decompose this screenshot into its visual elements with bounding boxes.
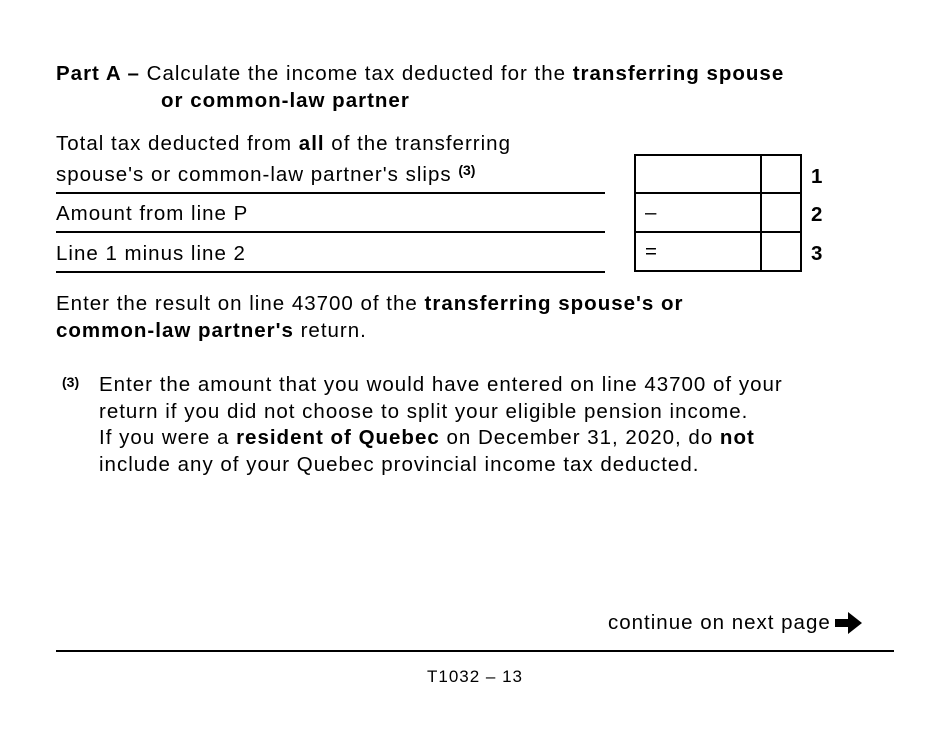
line-3-row xyxy=(56,233,605,273)
right-arrow-icon xyxy=(835,611,863,635)
instruction-bold-1: transferring spouse's or xyxy=(424,292,684,315)
line-1-text-line2: spouse's or common-law partner's slips xyxy=(56,163,452,186)
instruction-text-pre: Enter the result on line 43700 of the xyxy=(56,292,418,315)
part-a-heading xyxy=(56,62,784,113)
line-1-row xyxy=(56,134,605,194)
footnote-marker: (3) xyxy=(62,374,80,390)
footer-rule xyxy=(56,650,894,652)
cents-divider xyxy=(760,194,762,231)
instruction-bold-2: common-law partner's xyxy=(56,319,294,342)
page-number: T1032 – 13 xyxy=(426,667,523,686)
part-a-label: Part A – xyxy=(56,62,140,85)
line-1-text-bold: all xyxy=(298,132,325,155)
line-2-description: Amount from line P xyxy=(56,202,249,225)
line-3-equals-operator: = xyxy=(645,240,658,263)
footnote-ref-3[interactable]: (3) xyxy=(458,162,476,178)
continue-next-page-link[interactable] xyxy=(608,611,863,635)
cents-divider xyxy=(760,156,762,192)
footnote-line-3-mid: on December 31, 2020, do xyxy=(446,426,714,449)
continue-text: continue on next page xyxy=(608,611,831,634)
cents-divider xyxy=(760,233,762,270)
footnote-line-1: Enter the amount that you would have entered on line 43700 of your xyxy=(99,373,783,396)
footnote-body xyxy=(99,372,783,478)
line-1-description xyxy=(56,131,511,188)
line-1-number: 1 xyxy=(811,165,824,188)
footnote-line-3 xyxy=(99,425,783,452)
footnote-line-4: include any of your Quebec provincial income tax deducted. xyxy=(99,452,700,476)
footnote-line-3-bold: resident of Quebec xyxy=(236,426,440,449)
line-2-minus-operator: – xyxy=(645,201,658,224)
line-2-amount-field[interactable] xyxy=(634,192,802,233)
line-2-row xyxy=(56,193,605,233)
line-1-text-post: of the transferring xyxy=(331,132,511,155)
line-1-amount-field[interactable] xyxy=(634,154,802,194)
line-1-text-pre: Total tax deducted from xyxy=(56,132,293,155)
part-a-heading-bold-2: or common-law partner xyxy=(161,89,410,112)
footnote-line-3-bold-2: not xyxy=(719,426,755,449)
part-a-heading-bold-1: transferring spouse xyxy=(572,62,785,85)
line-3-description: Line 1 minus line 2 xyxy=(56,242,246,265)
footnote-line-3-pre: If you were a xyxy=(99,426,230,449)
instruction-text-post: return. xyxy=(300,319,367,342)
line-3-number: 3 xyxy=(811,242,824,265)
line-2-number: 2 xyxy=(811,203,824,226)
line-3-amount-field[interactable] xyxy=(634,231,802,272)
instruction-paragraph xyxy=(56,290,684,344)
part-a-heading-text: Calculate the income tax deducted for the xyxy=(146,62,567,85)
footnote-line-2: return if you did not choose to split your eligible pension income. xyxy=(99,399,749,423)
